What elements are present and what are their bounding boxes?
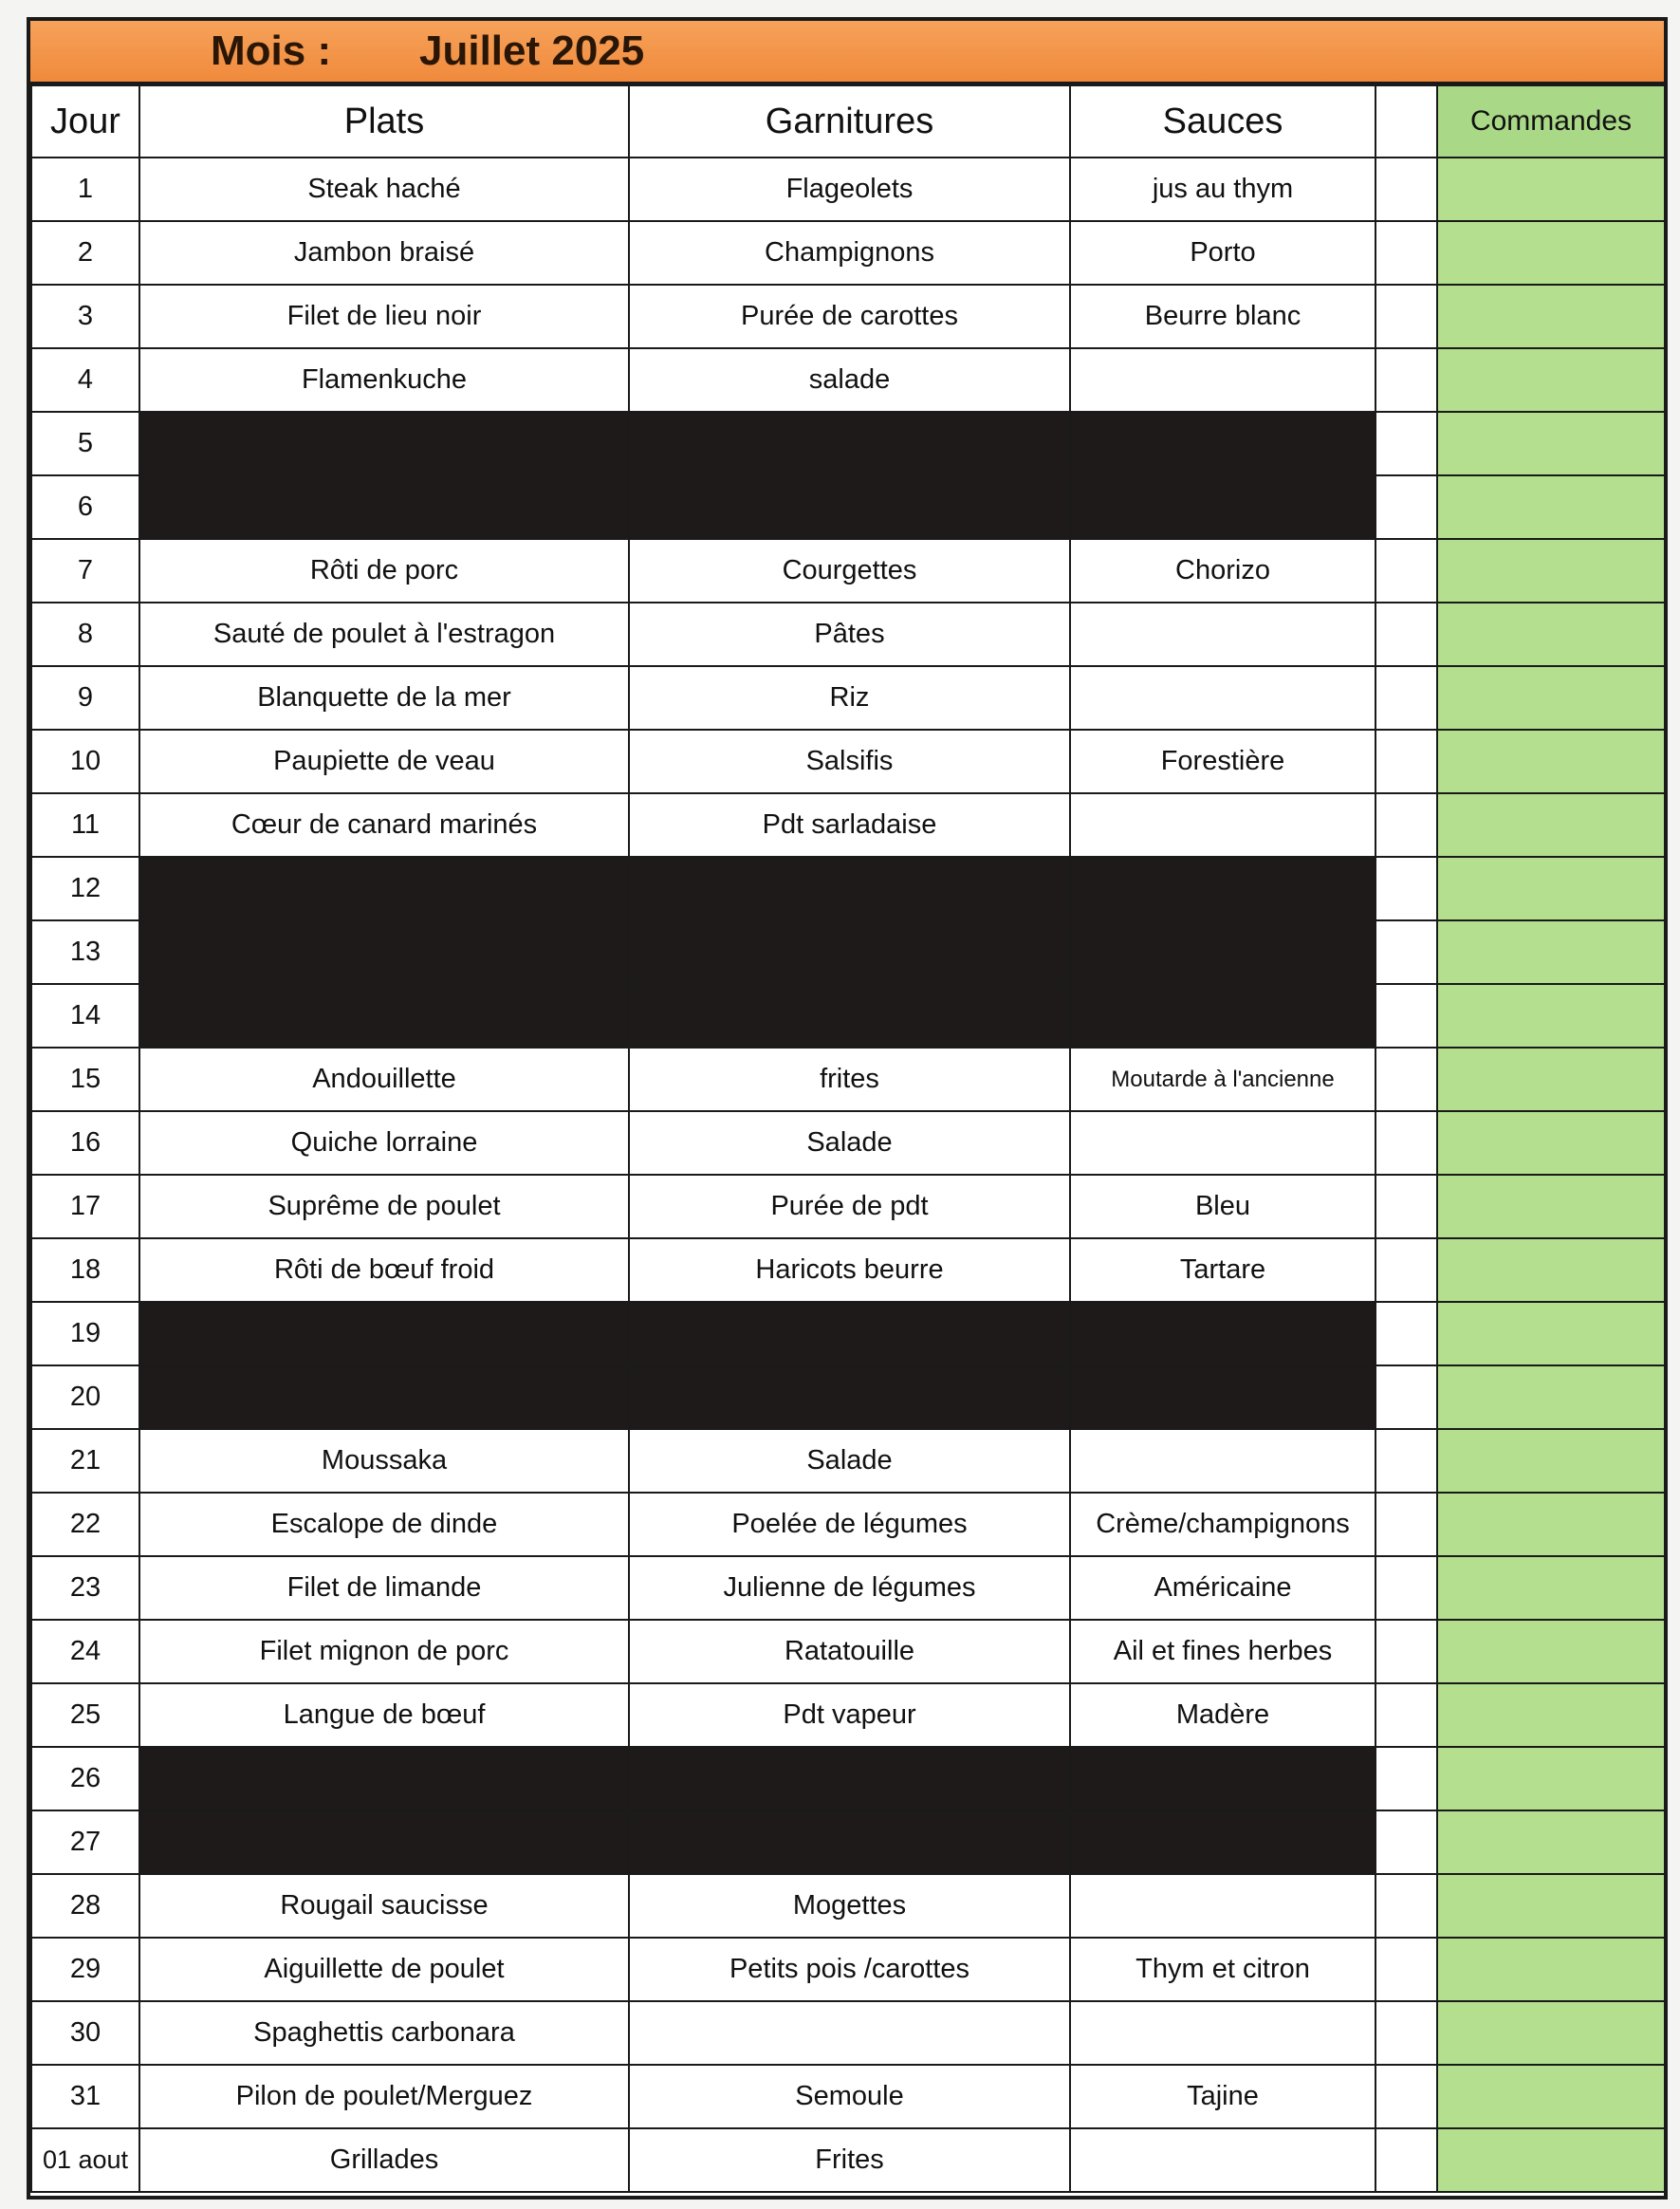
order-cell[interactable] (1437, 158, 1665, 221)
spacer-cell (1375, 158, 1437, 221)
table-row (31, 2001, 1665, 2065)
table-row (31, 666, 1665, 730)
sauce-cell (1070, 412, 1375, 475)
column-header-plats: Plats (139, 85, 629, 158)
plat-cell: Filet mignon de porc (139, 1620, 629, 1683)
order-cell[interactable] (1437, 1683, 1665, 1747)
plat-cell: Langue de bœuf (139, 1683, 629, 1747)
garniture-cell: Salade (629, 1429, 1070, 1493)
spacer-cell (1375, 2065, 1437, 2128)
order-cell[interactable] (1437, 2065, 1665, 2128)
day-cell: 18 (31, 1238, 139, 1302)
sauce-cell: Beurre blanc (1070, 285, 1375, 348)
day-cell: 7 (31, 539, 139, 603)
sauce-cell: Crème/champignons (1070, 1493, 1375, 1556)
garniture-cell: Champignons (629, 221, 1070, 285)
sauce-cell (1070, 1874, 1375, 1938)
table-row (31, 475, 1665, 539)
day-cell: 28 (31, 1874, 139, 1938)
day-cell: 01 aout (31, 2128, 139, 2192)
order-cell[interactable] (1437, 857, 1665, 920)
spacer-cell (1375, 920, 1437, 984)
sauce-cell: Chorizo (1070, 539, 1375, 603)
table-row (31, 603, 1665, 666)
column-header-garnitures: Garnitures (629, 85, 1070, 158)
sauce-cell (1070, 1810, 1375, 1874)
plat-cell (139, 984, 629, 1048)
day-cell: 16 (31, 1111, 139, 1175)
spacer-cell (1375, 603, 1437, 666)
garniture-cell (629, 1810, 1070, 1874)
sauce-cell: Bleu (1070, 1175, 1375, 1238)
order-cell[interactable] (1437, 348, 1665, 412)
garniture-cell: Petits pois /carottes (629, 1938, 1070, 2001)
day-cell: 27 (31, 1810, 139, 1874)
table-row (31, 1048, 1665, 1111)
plat-cell: Andouillette (139, 1048, 629, 1111)
day-cell: 9 (31, 666, 139, 730)
order-cell[interactable] (1437, 666, 1665, 730)
table-row (31, 1747, 1665, 1810)
garniture-cell (629, 1747, 1070, 1810)
table-row (31, 1810, 1665, 1874)
order-cell[interactable] (1437, 1747, 1665, 1810)
garniture-cell: Purée de pdt (629, 1175, 1070, 1238)
spacer-cell (1375, 285, 1437, 348)
order-cell[interactable] (1437, 1429, 1665, 1493)
day-cell: 13 (31, 920, 139, 984)
sauce-cell (1070, 984, 1375, 1048)
order-cell[interactable] (1437, 539, 1665, 603)
menu-sheet (27, 17, 1668, 2200)
column-header-commandes: Commandes (1437, 85, 1665, 158)
column-header-spacer (1375, 85, 1437, 158)
plat-cell: Filet de lieu noir (139, 285, 629, 348)
day-cell: 11 (31, 793, 139, 857)
garniture-cell: Ratatouille (629, 1620, 1070, 1683)
garniture-cell (629, 857, 1070, 920)
month-label: Mois : (211, 28, 332, 74)
order-cell[interactable] (1437, 984, 1665, 1048)
spacer-cell (1375, 984, 1437, 1048)
spacer-cell (1375, 475, 1437, 539)
plat-cell (139, 475, 629, 539)
plat-cell: Flamenkuche (139, 348, 629, 412)
day-cell: 8 (31, 603, 139, 666)
garniture-cell (629, 1302, 1070, 1365)
plat-cell: Suprême de poulet (139, 1175, 629, 1238)
spacer-cell (1375, 348, 1437, 412)
garniture-cell: Pâtes (629, 603, 1070, 666)
plat-cell: Paupiette de veau (139, 730, 629, 793)
month-title-bar (30, 21, 1664, 84)
garniture-cell: Riz (629, 666, 1070, 730)
plat-cell: Aiguillette de poulet (139, 1938, 629, 2001)
order-cell[interactable] (1437, 1810, 1665, 1874)
plat-cell: Rôti de porc (139, 539, 629, 603)
garniture-cell: Mogettes (629, 1874, 1070, 1938)
spacer-cell (1375, 1683, 1437, 1747)
sauce-cell (1070, 2128, 1375, 2192)
plat-cell: Steak haché (139, 158, 629, 221)
plat-cell: Grillades (139, 2128, 629, 2192)
menu-body (31, 158, 1665, 2192)
garniture-cell: Frites (629, 2128, 1070, 2192)
day-cell: 4 (31, 348, 139, 412)
day-cell: 3 (31, 285, 139, 348)
order-cell[interactable] (1437, 2001, 1665, 2065)
order-cell[interactable] (1437, 603, 1665, 666)
plat-cell: Escalope de dinde (139, 1493, 629, 1556)
spacer-cell (1375, 1938, 1437, 2001)
garniture-cell (629, 475, 1070, 539)
spacer-cell (1375, 1747, 1437, 1810)
order-cell[interactable] (1437, 1048, 1665, 1111)
sauce-cell: Ail et fines herbes (1070, 1620, 1375, 1683)
plat-cell (139, 1302, 629, 1365)
spacer-cell (1375, 1874, 1437, 1938)
sauce-cell (1070, 348, 1375, 412)
garniture-cell: Semoule (629, 2065, 1070, 2128)
day-cell: 21 (31, 1429, 139, 1493)
day-cell: 25 (31, 1683, 139, 1747)
sauce-cell (1070, 2001, 1375, 2065)
table-row (31, 920, 1665, 984)
menu-table (30, 84, 1666, 2193)
order-cell[interactable] (1437, 1938, 1665, 2001)
day-cell: 2 (31, 221, 139, 285)
day-cell: 26 (31, 1747, 139, 1810)
sauce-cell: Moutarde à l'ancienne (1070, 1048, 1375, 1111)
plat-cell: Moussaka (139, 1429, 629, 1493)
table-row (31, 984, 1665, 1048)
order-cell[interactable] (1437, 2128, 1665, 2192)
spacer-cell (1375, 1429, 1437, 1493)
plat-cell: Rôti de bœuf froid (139, 1238, 629, 1302)
spacer-cell (1375, 1365, 1437, 1429)
sauce-cell: jus au thym (1070, 158, 1375, 221)
column-header-sauces: Sauces (1070, 85, 1375, 158)
garniture-cell (629, 412, 1070, 475)
sauce-cell: Tajine (1070, 2065, 1375, 2128)
spacer-cell (1375, 1620, 1437, 1683)
table-row (31, 1556, 1665, 1620)
garniture-cell: salade (629, 348, 1070, 412)
day-cell: 10 (31, 730, 139, 793)
column-header-jour: Jour (31, 85, 139, 158)
table-row (31, 1238, 1665, 1302)
table-row (31, 2128, 1665, 2192)
garniture-cell (629, 1365, 1070, 1429)
plat-cell: Pilon de poulet/Merguez (139, 2065, 629, 2128)
plat-cell: Jambon braisé (139, 221, 629, 285)
order-cell[interactable] (1437, 221, 1665, 285)
garniture-cell: Salade (629, 1111, 1070, 1175)
sauce-cell (1070, 666, 1375, 730)
day-cell: 30 (31, 2001, 139, 2065)
table-row (31, 221, 1665, 285)
order-cell[interactable] (1437, 285, 1665, 348)
spacer-cell (1375, 1810, 1437, 1874)
day-cell: 15 (31, 1048, 139, 1111)
sauce-cell (1070, 603, 1375, 666)
plat-cell (139, 1747, 629, 1810)
order-cell[interactable] (1437, 1175, 1665, 1238)
table-row (31, 285, 1665, 348)
table-row (31, 348, 1665, 412)
plat-cell: Sauté de poulet à l'estragon (139, 603, 629, 666)
sauce-cell: Thym et citron (1070, 1938, 1375, 2001)
spacer-cell (1375, 1556, 1437, 1620)
plat-cell (139, 412, 629, 475)
table-row (31, 1493, 1665, 1556)
garniture-cell (629, 920, 1070, 984)
order-cell[interactable] (1437, 730, 1665, 793)
table-row (31, 1111, 1665, 1175)
table-row (31, 1365, 1665, 1429)
garniture-cell: Salsifis (629, 730, 1070, 793)
spacer-cell (1375, 1111, 1437, 1175)
plat-cell: Blanquette de la mer (139, 666, 629, 730)
day-cell: 6 (31, 475, 139, 539)
spacer-cell (1375, 1048, 1437, 1111)
table-row (31, 1429, 1665, 1493)
garniture-cell: Pdt sarladaise (629, 793, 1070, 857)
order-cell[interactable] (1437, 1238, 1665, 1302)
order-cell[interactable] (1437, 1302, 1665, 1365)
plat-cell (139, 857, 629, 920)
order-cell[interactable] (1437, 1556, 1665, 1620)
plat-cell (139, 920, 629, 984)
order-cell[interactable] (1437, 1493, 1665, 1556)
garniture-cell: frites (629, 1048, 1070, 1111)
plat-cell (139, 1365, 629, 1429)
sauce-cell (1070, 920, 1375, 984)
sauce-cell (1070, 475, 1375, 539)
header-row (31, 85, 1665, 158)
day-cell: 29 (31, 1938, 139, 2001)
spacer-cell (1375, 857, 1437, 920)
garniture-cell: Haricots beurre (629, 1238, 1070, 1302)
garniture-cell: Pdt vapeur (629, 1683, 1070, 1747)
sauce-cell: Tartare (1070, 1238, 1375, 1302)
spacer-cell (1375, 539, 1437, 603)
day-cell: 24 (31, 1620, 139, 1683)
day-cell: 19 (31, 1302, 139, 1365)
spacer-cell (1375, 1238, 1437, 1302)
day-cell: 5 (31, 412, 139, 475)
day-cell: 1 (31, 158, 139, 221)
day-cell: 22 (31, 1493, 139, 1556)
spacer-cell (1375, 1175, 1437, 1238)
spacer-cell (1375, 412, 1437, 475)
month-value: Juillet 2025 (419, 28, 645, 74)
spacer-cell (1375, 730, 1437, 793)
table-row (31, 857, 1665, 920)
table-row (31, 2065, 1665, 2128)
table-row (31, 1938, 1665, 2001)
plat-cell: Spaghettis carbonara (139, 2001, 629, 2065)
order-cell[interactable] (1437, 1365, 1665, 1429)
garniture-cell (629, 984, 1070, 1048)
order-cell[interactable] (1437, 475, 1665, 539)
garniture-cell: Flageolets (629, 158, 1070, 221)
sauce-cell (1070, 1365, 1375, 1429)
day-cell: 17 (31, 1175, 139, 1238)
table-row (31, 1620, 1665, 1683)
garniture-cell: Julienne de légumes (629, 1556, 1070, 1620)
day-cell: 31 (31, 2065, 139, 2128)
spacer-cell (1375, 2128, 1437, 2192)
table-row (31, 412, 1665, 475)
spacer-cell (1375, 221, 1437, 285)
plat-cell: Filet de limande (139, 1556, 629, 1620)
table-row (31, 1302, 1665, 1365)
table-row (31, 1175, 1665, 1238)
order-cell[interactable] (1437, 1111, 1665, 1175)
garniture-cell (629, 2001, 1070, 2065)
sauce-cell (1070, 1302, 1375, 1365)
spacer-cell (1375, 666, 1437, 730)
sauce-cell: Porto (1070, 221, 1375, 285)
table-row (31, 1874, 1665, 1938)
sauce-cell: Américaine (1070, 1556, 1375, 1620)
order-cell[interactable] (1437, 920, 1665, 984)
garniture-cell: Poelée de légumes (629, 1493, 1070, 1556)
plat-cell: Rougail saucisse (139, 1874, 629, 1938)
sauce-cell: Madère (1070, 1683, 1375, 1747)
sauce-cell (1070, 1111, 1375, 1175)
garniture-cell: Courgettes (629, 539, 1070, 603)
sauce-cell (1070, 1429, 1375, 1493)
table-row (31, 539, 1665, 603)
sauce-cell (1070, 793, 1375, 857)
spacer-cell (1375, 1302, 1437, 1365)
order-cell[interactable] (1437, 1620, 1665, 1683)
table-row (31, 158, 1665, 221)
sauce-cell (1070, 1747, 1375, 1810)
garniture-cell: Purée de carottes (629, 285, 1070, 348)
day-cell: 20 (31, 1365, 139, 1429)
sauce-cell (1070, 857, 1375, 920)
plat-cell: Cœur de canard marinés (139, 793, 629, 857)
spacer-cell (1375, 793, 1437, 857)
plat-cell (139, 1810, 629, 1874)
plat-cell: Quiche lorraine (139, 1111, 629, 1175)
order-cell[interactable] (1437, 412, 1665, 475)
day-cell: 14 (31, 984, 139, 1048)
day-cell: 12 (31, 857, 139, 920)
table-row (31, 1683, 1665, 1747)
sauce-cell: Forestière (1070, 730, 1375, 793)
table-row (31, 730, 1665, 793)
order-cell[interactable] (1437, 793, 1665, 857)
spacer-cell (1375, 2001, 1437, 2065)
spacer-cell (1375, 1493, 1437, 1556)
day-cell: 23 (31, 1556, 139, 1620)
order-cell[interactable] (1437, 1874, 1665, 1938)
table-row (31, 793, 1665, 857)
